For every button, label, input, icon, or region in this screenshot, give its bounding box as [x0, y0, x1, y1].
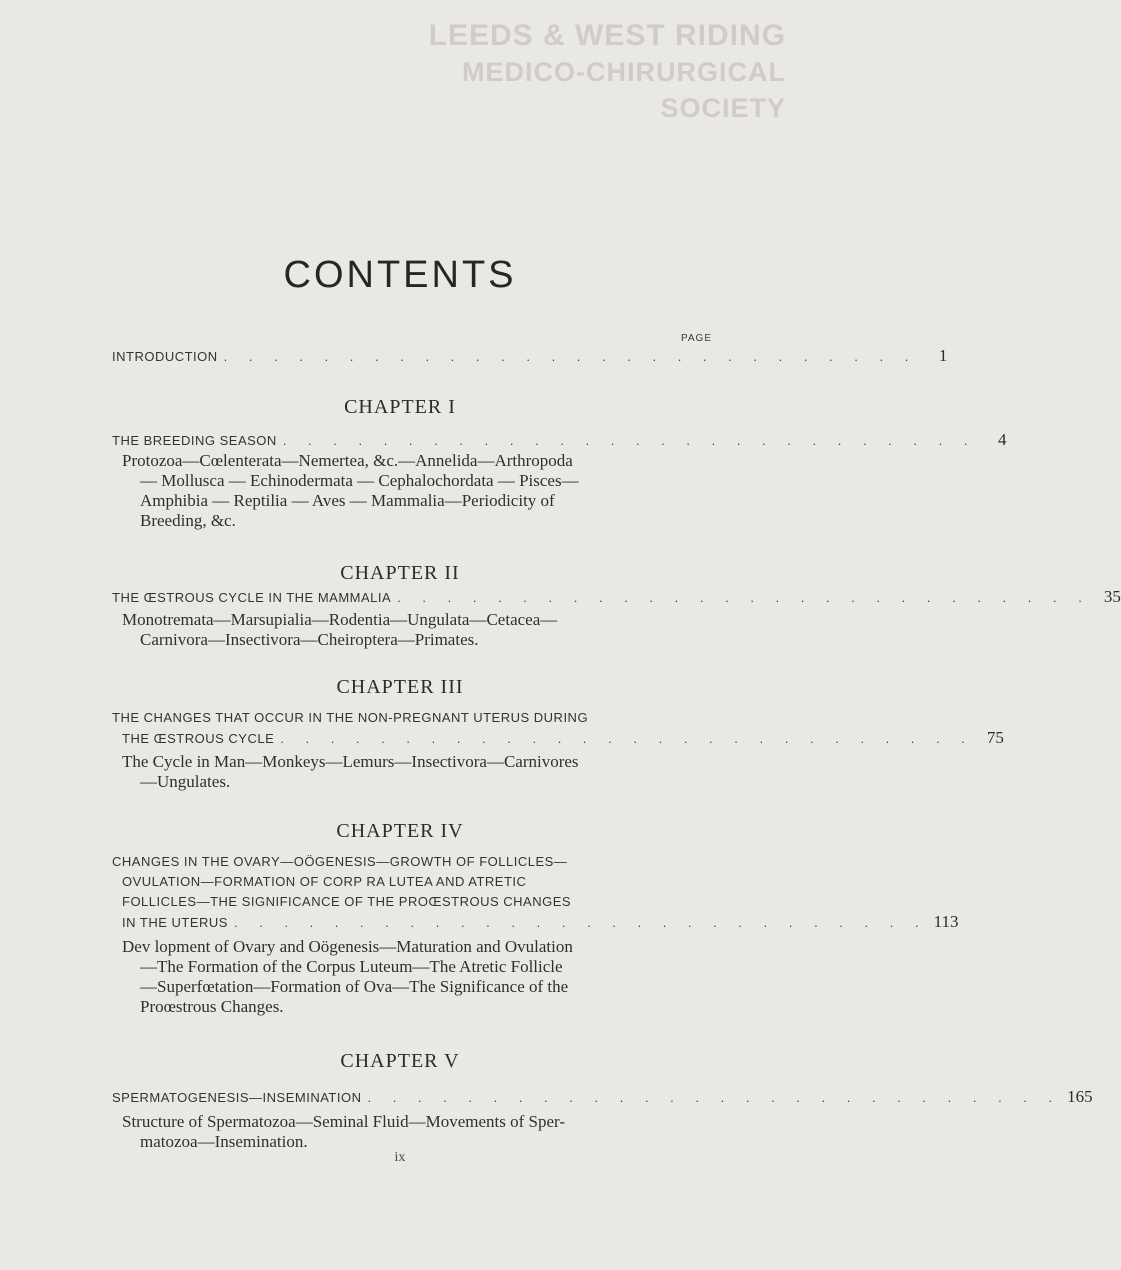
- entry-title-line: THE ŒSTROUS CYCLE: [122, 731, 275, 746]
- summary-line: —Ungulates.: [140, 772, 231, 791]
- leader-dots: . . . . . . . . . . . . . . . . . . . . . . . . . . . .: [282, 433, 977, 448]
- leader-dots: . . . . . . . . . . . . . . . . . . . . . . . . . . . .: [367, 1090, 1062, 1105]
- summary-line: Carnivora—Insectivora—Cheiroptera—Primates.: [140, 630, 479, 649]
- entry-page-number: 113: [933, 912, 959, 931]
- leader-dots: . . . . . . . . . . . . . . . . . . . . . . . . . . . .: [397, 590, 1091, 605]
- toc-entry-chapter-1[interactable]: [112, 430, 1007, 451]
- chapter-summary: [122, 937, 700, 1017]
- entry-page-number: 75: [986, 728, 1004, 747]
- entry-page-number: 165: [1067, 1087, 1093, 1106]
- toc-entry-chapter-4[interactable]: [112, 852, 959, 933]
- summary-line: Dev lopment of Ovary and Oögenesis—Maturation and Ovulation: [122, 937, 573, 956]
- page-column-label: PAGE: [680, 333, 712, 344]
- chapter-heading: CHAPTER III: [336, 676, 464, 698]
- library-stamp: [366, 18, 786, 126]
- entry-title-line: CHANGES IN THE OVARY—OÖGENESIS—GROWTH OF FOLLICLES—: [112, 854, 568, 869]
- chapter-heading: CHAPTER IV: [336, 820, 464, 842]
- toc-entry-introduction[interactable]: [112, 346, 948, 367]
- summary-line: The Cycle in Man—Monkeys—Lemurs—Insectivora—Carnivores: [122, 752, 579, 771]
- summary-line: Structure of Spermatozoa—Seminal Fluid—Movements of Sper-: [122, 1112, 565, 1131]
- toc-entry-chapter-5[interactable]: [112, 1087, 1093, 1108]
- chapter-summary: [122, 610, 700, 650]
- summary-line: — Mollusca — Echinodermata — Cephalochordata — Pisces—: [140, 471, 579, 490]
- entry-page-number: 4: [997, 430, 1007, 449]
- leader-dots: . . . . . . . . . . . . . . . . . . . . . . . . . . . .: [233, 915, 928, 930]
- entry-title-line: IN THE UTERUS: [122, 915, 228, 930]
- entry-title-line: OVULATION—FORMATION OF CORP RA LUTEA AND ATRETIC: [122, 874, 527, 889]
- chapter-heading: CHAPTER I: [344, 396, 456, 418]
- chapter-summary: [122, 752, 700, 792]
- chapter-summary: [122, 1112, 700, 1152]
- summary-line: Amphibia — Reptilia — Aves — Mammalia—Periodicity of: [140, 491, 555, 510]
- summary-line: matozoa—Insemination.: [140, 1132, 308, 1151]
- entry-title: THE ŒSTROUS CYCLE IN THE MAMMALIA: [112, 590, 392, 605]
- summary-line: —Superfœtation—Formation of Ova—The Significance of the: [140, 977, 569, 996]
- summary-line: Protozoa—Cœlenterata—Nemertea, &c.—Annelida—Arthropoda: [122, 451, 573, 470]
- summary-line: Monotremata—Marsupialia—Rodentia—Ungulata—Cetacea—: [122, 610, 558, 629]
- summary-line: Proœstrous Changes.: [140, 997, 284, 1016]
- toc-entry-chapter-3[interactable]: [112, 708, 1004, 749]
- chapter-heading: CHAPTER II: [340, 562, 460, 584]
- page-title: CONTENTS: [283, 254, 517, 296]
- entry-page-number: 1: [938, 346, 948, 365]
- toc-entry-chapter-2[interactable]: [112, 587, 1121, 608]
- entry-title: THE BREEDING SEASON: [112, 433, 277, 448]
- page-number-footer: ix: [394, 1150, 406, 1165]
- entry-page-number: 35: [1103, 587, 1121, 606]
- chapter-heading: CHAPTER V: [340, 1050, 460, 1072]
- summary-line: —The Formation of the Corpus Luteum—The Atretic Follicle: [140, 957, 563, 976]
- stamp-line-2: MEDICO-CHIRURGICAL SOCIETY: [462, 57, 786, 123]
- entry-title: SPERMATOGENESIS—INSEMINATION: [112, 1090, 362, 1105]
- stamp-line-1: LEEDS & WEST RIDING: [428, 19, 786, 52]
- summary-line: Breeding, &c.: [140, 511, 236, 530]
- leader-dots: . . . . . . . . . . . . . . . . . . . . . . . . . . . .: [223, 349, 918, 364]
- entry-title: INTRODUCTION: [112, 349, 218, 364]
- leader-dots: . . . . . . . . . . . . . . . . . . . . . . . . . . . .: [280, 731, 974, 746]
- entry-title-line: FOLLICLES—THE SIGNIFICANCE OF THE PROŒSTROUS CHANGES: [122, 894, 572, 909]
- entry-title-line: THE CHANGES THAT OCCUR IN THE NON-PREGNANT UTERUS DURING: [112, 710, 589, 725]
- chapter-summary: [122, 451, 700, 531]
